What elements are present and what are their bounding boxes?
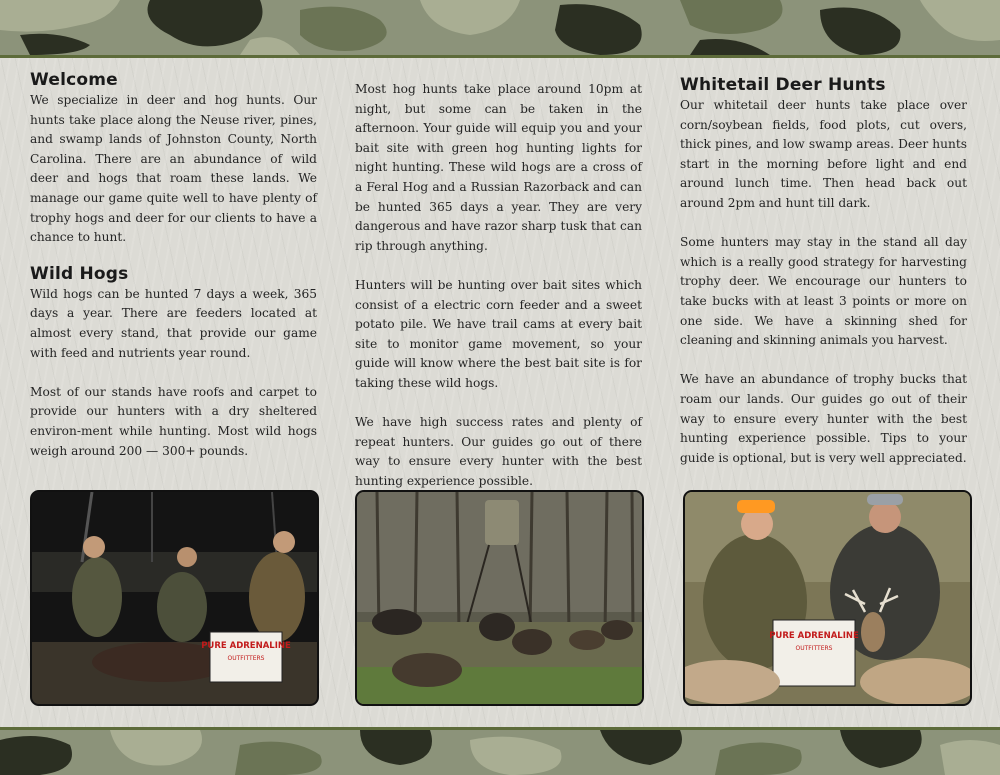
hog-hunt-text-2: Hunters will be hunting over bait sites which consist of a electric corn feeder and a sweet potato pile. We have trail cams at every bait site to monitor game movement, so your guide will know where the best bait site is for taking these wild hogs. bbox=[355, 277, 642, 390]
welcome-text: We specialize in deer and hog hunts. Our hunts take place along the Neuse river, pines, and swamp lands of Johnston County, North Carolina. There are an abundance of wild deer and hogs that roam these lands. We manage our game quite well to have plenty of trophy hogs and deer for our clients to have a chance to hunt. bbox=[30, 93, 317, 245]
hog-hunt-text-1: Most hog hunts take place around 10pm at night, but some can be taken in the afternoon. Your guide will equip you and your bait site with green hog hunting lights for night hunting. These wild hogs are a cross of a Feral Hog and a Russian Razorback and can be hunted 365 days a year. They are very dangerous and have razor sharp tusk that can rip through anything. bbox=[355, 82, 642, 253]
photo-hunters-with-deer bbox=[683, 490, 972, 706]
camo-footer-band bbox=[0, 727, 1000, 775]
banner-subtext: OUTFITTERS bbox=[227, 655, 265, 662]
deer-hunts-text-1: Our whitetail deer hunts take place over corn/soybean fields, food plots, cut overs, thick pines, and low swamp areas. Deer hunts start in the morning before light and end around lunch time. Then head back out around 2pm and hunt till dark. bbox=[680, 98, 967, 210]
camo-header-band bbox=[0, 0, 1000, 58]
column-left bbox=[30, 70, 317, 461]
photo-hogs-at-feeder bbox=[355, 490, 644, 706]
wild-hogs-text-1: Wild hogs can be hunted 7 days a week, 365 days a year. There are feeders located at almost every stand, that provide our game with feed and nutrients year round. bbox=[30, 286, 317, 360]
column-right bbox=[680, 75, 967, 468]
wild-hogs-heading: Wild Hogs bbox=[30, 263, 129, 284]
wild-hogs-text-2: Most of our stands have roofs and carpet to provide our hunters with a dry sheltered environ-ment while hunting. Most wild hogs weigh around 200 — 300+ pounds. bbox=[30, 384, 317, 458]
banner-text: PURE ADRENALINE bbox=[201, 641, 291, 651]
photo-hunters-with-hog bbox=[30, 490, 319, 706]
deer-hunts-text-3: We have an abundance of trophy bucks that roam our lands. Our guides go out of their way to ensure every hunter with the best hunting experience possible. Tips to your guide is optional, but is very well appreciated. bbox=[680, 372, 967, 465]
deer-hunts-text-2: Some hunters may stay in the stand all day which is a really good strategy for harvesting trophy deer. We encourage our hunters to take bucks with at least 3 points or more on one side. We have a skinning shed for cleaning and skinning animals you harvest. bbox=[680, 235, 967, 348]
svg-text:OUTFITTERS: OUTFITTERS bbox=[795, 645, 833, 652]
svg-text:PURE ADRENALINE: PURE ADRENALINE bbox=[769, 631, 859, 641]
column-middle bbox=[355, 80, 642, 491]
hog-hunt-text-3: We have high success rates and plenty of repeat hunters. Our guides go out of there way to ensure every hunter with the best hunting experience possible. bbox=[355, 415, 642, 488]
deer-hunts-heading: Whitetail Deer Hunts bbox=[680, 75, 886, 95]
welcome-heading: Welcome bbox=[30, 70, 118, 90]
